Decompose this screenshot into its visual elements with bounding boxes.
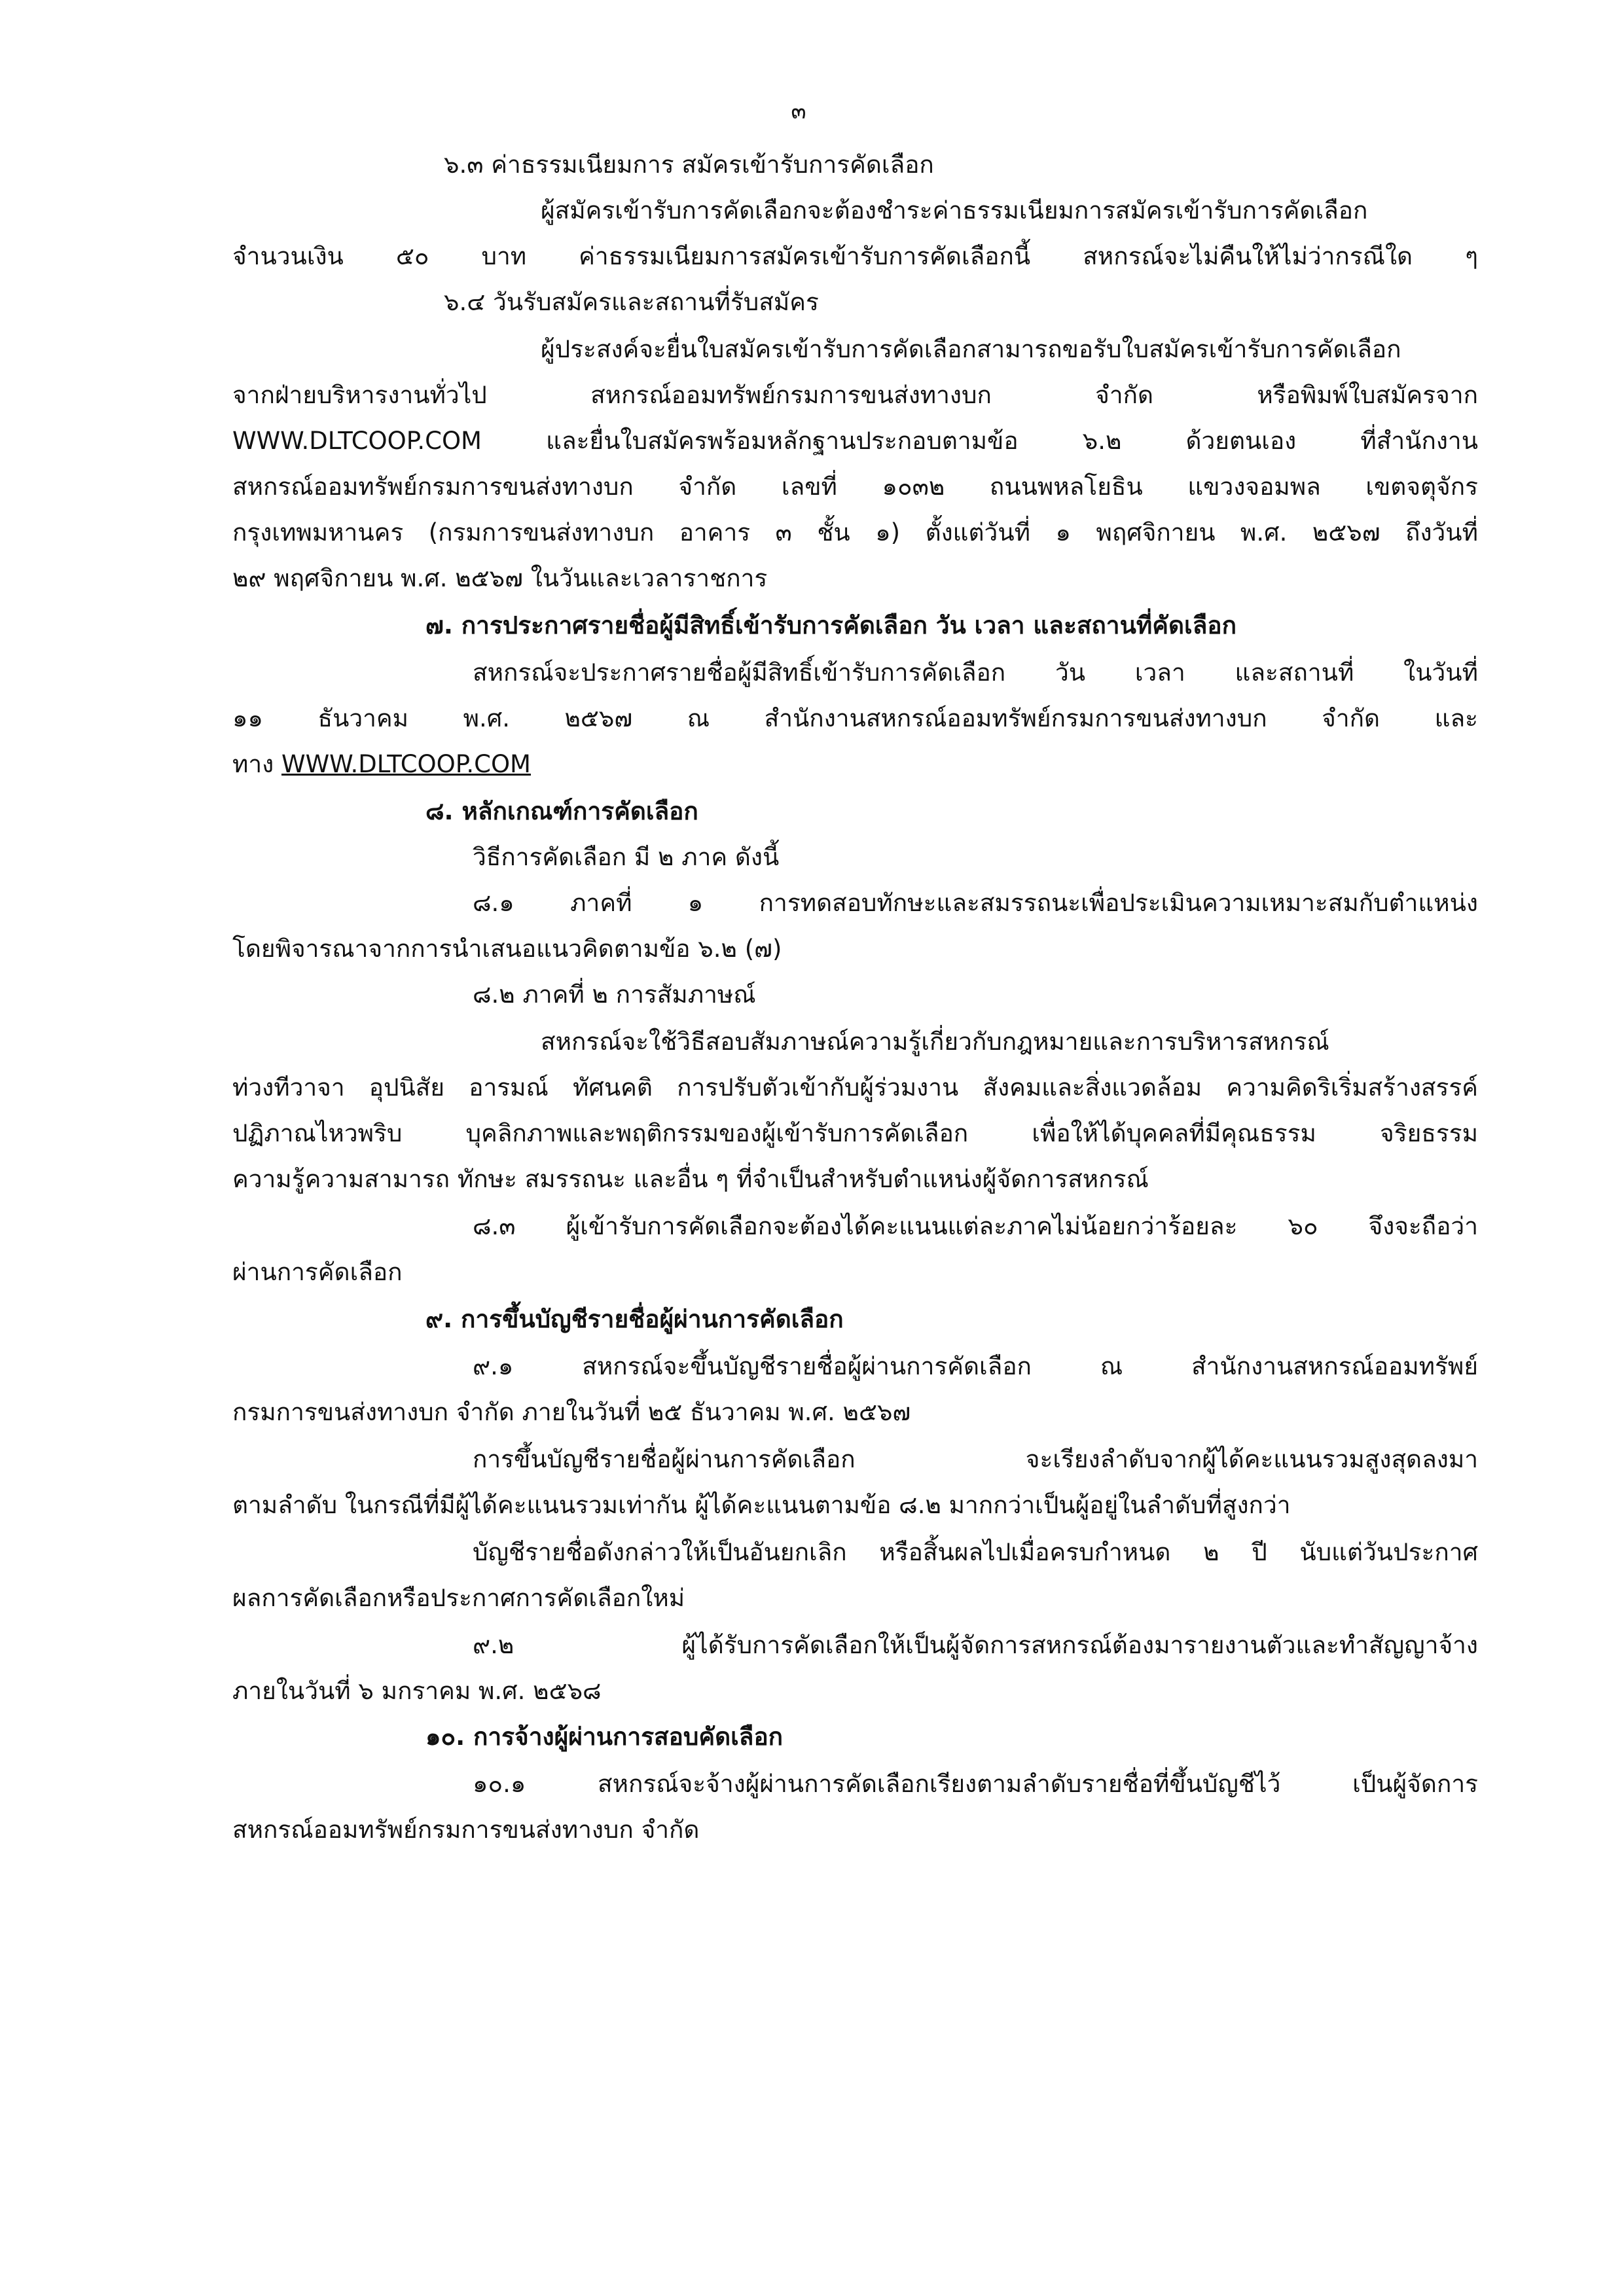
section-9-para-2-line-2: ตามลำดับ ในกรณีที่มีผู้ได้คะแนนรวมเท่ากัน ผู้ได้คะแนนตามข้อ ๘.๒ มากกว่าเป็นผู้อยู่ในลำดับที่สูงกว่า [232,1491,1291,1519]
section-8-heading: ๘. หลักเกณฑ์การคัดเลือก [425,797,698,825]
section-6-4-line-3: WWW.DLTCOOP.COM และยื่นใบสมัครพร้อมหลักฐานประกอบตามข้อ ๖.๒ ด้วยตนเอง ที่สำนักงาน [232,427,1478,455]
section-8-2-line-3: ปฏิภาณไหวพริบ บุคลิกภาพและพฤติกรรมของผู้เข้ารับการคัดเลือก เพื่อให้ได้บุคคลที่มีคุณธรรม จริยธรรม [232,1119,1478,1147]
section-8-2-line-1: สหกรณ์จะใช้วิธีสอบสัมภาษณ์ความรู้เกี่ยวกับกฎหมายและการบริหารสหกรณ์ [541,1028,1329,1056]
section-10-1-line-1: ๑๐.๑ สหกรณ์จะจ้างผู้ผ่านการคัดเลือกเรียงตามลำดับรายชื่อที่ขึ้นบัญชีไว้ เป็นผู้จัดการ [473,1770,1478,1798]
section-6-4-line-5: กรุงเทพมหานคร (กรมการขนส่งทางบก อาคาร ๓ ชั้น ๑) ตั้งแต่วันที่ ๑ พฤศจิกายน พ.ศ. ๒๕๖๗ ถึงวันที่ [232,518,1478,547]
section-6-3-line-1: ผู้สมัครเข้ารับการคัดเลือกจะต้องชำระค่าธรรมเนียมการสมัครเข้ารับการคัดเลือก [541,196,1368,224]
section-9-para-2-line-1: การขึ้นบัญชีรายชื่อผู้ผ่านการคัดเลือก จะเรียงลำดับจากผู้ได้คะแนนรวมสูงสุดลงมา [473,1445,1478,1473]
section-9-2-line-1: ๙.๒ ผู้ได้รับการคัดเลือกให้เป็นผู้จัดการสหกรณ์ต้องมารายงานตัวและทำสัญญาจ้าง [473,1631,1478,1659]
section-8-2-line-2: ท่วงทีวาจา อุปนิสัย อารมณ์ ทัศนคติ การปรับตัวเข้ากับผู้ร่วมงาน สังคมและสิ่งแวดล้อม ความคิดริเริ่มสร้างสรรค์ [232,1073,1478,1102]
section-8-3-line-2: ผ่านการคัดเลือก [232,1258,403,1286]
section-9-1-line-2: กรมการขนส่งทางบก จำกัด ภายในวันที่ ๒๕ ธันวาคม พ.ศ. ๒๕๖๗ [232,1398,911,1426]
section-9-1-line-1: ๙.๑ สหกรณ์จะขึ้นบัญชีรายชื่อผู้ผ่านการคัดเลือก ณ สำนักงานสหกรณ์ออมทรัพย์ [473,1352,1478,1380]
section-8-2-heading: ๘.๒ ภาคที่ ๒ การสัมภาษณ์ [473,980,756,1009]
section-9-2-line-2: ภายในวันที่ ๖ มกราคม พ.ศ. ๒๕๖๘ [232,1677,602,1705]
section-6-3-line-2: จำนวนเงิน ๕๐ บาท ค่าธรรมเนียมการสมัครเข้ารับการคัดเลือกนี้ สหกรณ์จะไม่คืนให้ไม่ว่ากรณีใด ๆ [232,242,1478,270]
section-6-4-line-2: จากฝ่ายบริหารงานทั่วไป สหกรณ์ออมทรัพย์กรมการขนส่งทางบก จำกัด หรือพิมพ์ใบสมัครจาก [232,381,1478,409]
section-9-para-3-line-1: บัญชีรายชื่อดังกล่าวให้เป็นอันยกเลิก หรือสิ้นผลไปเมื่อครบกำหนด ๒ ปี นับแต่วันประกาศ [473,1538,1478,1566]
section-8-3-line-1: ๘.๓ ผู้เข้ารับการคัดเลือกจะต้องได้คะแนนแต่ละภาคไม่น้อยกว่าร้อยละ ๖๐ จึงจะถือว่า [473,1212,1478,1240]
section-8-1-line-2: โดยพิจารณาจากการนำเสนอแนวคิดตามข้อ ๖.๒ (๗) [232,935,782,963]
section-8-1-line-1: ๘.๑ ภาคที่ ๑ การทดสอบทักษะและสมรรถนะเพื่อประเมินความเหมาะสมกับตำแหน่ง [473,889,1478,917]
section-7-line-1: สหกรณ์จะประกาศรายชื่อผู้มีสิทธิ์เข้ารับการคัดเลือก วัน เวลา และสถานที่ ในวันที่ [473,658,1478,687]
section-7-heading: ๗. การประกาศรายชื่อผู้มีสิทธิ์เข้ารับการคัดเลือก วัน เวลา และสถานที่คัดเลือก [425,611,1236,639]
section-10-1-line-2: สหกรณ์ออมทรัพย์กรมการขนส่งทางบก จำกัด [232,1816,700,1844]
section-6-4-line-4: สหกรณ์ออมทรัพย์กรมการขนส่งทางบก จำกัด เลขที่ ๑๐๓๒ ถนนพหลโยธิน แขวงจอมพล เขตจตุจักร [232,473,1478,501]
section-7-line-3 [232,742,531,786]
page-number: ๓ [791,98,806,124]
dltcoop-link[interactable]: WWW.DLTCOOP.COM [281,750,531,778]
section-10-heading: ๑๐. การจ้างผู้ผ่านการสอบคัดเลือก [425,1723,784,1751]
section-9-para-3-line-2: ผลการคัดเลือกหรือประกาศการคัดเลือกใหม่ [232,1584,685,1612]
section-6-4-line-1: ผู้ประสงค์จะยื่นใบสมัครเข้ารับการคัดเลือกสามารถขอรับใบสมัครเข้ารับการคัดเลือก [541,335,1401,363]
section-7-line-2: ๑๑ ธันวาคม พ.ศ. ๒๕๖๗ ณ สำนักงานสหกรณ์ออมทรัพย์กรมการขนส่งทางบก จำกัด และ [232,704,1478,732]
section-9-heading: ๙. การขึ้นบัญชีรายชื่อผู้ผ่านการคัดเลือก [425,1305,844,1333]
section-8-2-line-4: ความรู้ความสามารถ ทักษะ สมรรถนะ และอื่น ๆ ที่จำเป็นสำหรับตำแหน่งผู้จัดการสหกรณ์ [232,1165,1149,1193]
section-6-4-heading: ๖.๔ วันรับสมัครและสถานที่รับสมัคร [444,288,819,316]
section-6-4-line-6: ๒๙ พฤศจิกายน พ.ศ. ๒๕๖๗ ในวันและเวลาราชการ [232,564,768,592]
section-8-intro: วิธีการคัดเลือก มี ๒ ภาค ดังนี้ [473,843,780,871]
section-6-3-heading: ๖.๓ ค่าธรรมเนียมการ สมัครเข้ารับการคัดเลือก [444,151,934,179]
section-7-line-3-prefix: ทาง [232,750,274,778]
